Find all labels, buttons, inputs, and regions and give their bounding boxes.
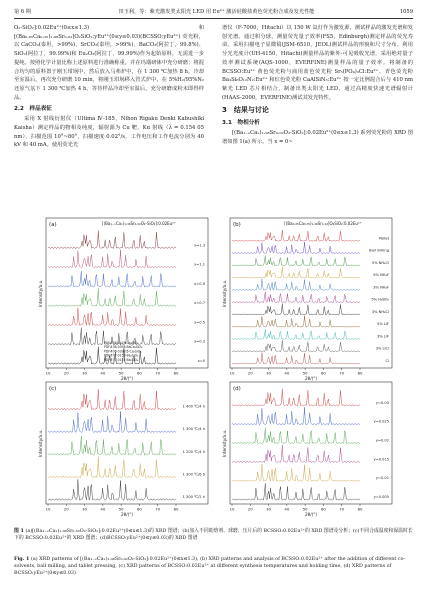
issue-label: 第 6 期 — [14, 9, 31, 15]
x-tick-label: 70 — [339, 370, 345, 376]
xrd-figure — [34, 216, 396, 526]
xrd-trace — [232, 407, 360, 425]
panel-b — [222, 218, 392, 381]
xrd-trace — [232, 445, 360, 463]
trace-label: x=1.3 — [194, 243, 205, 248]
x-tick-label: 30 — [82, 370, 87, 376]
x-tick-label: 50 — [118, 370, 124, 376]
trace-label: y=0.005 — [373, 495, 389, 499]
x-tick-label: 50 — [302, 370, 308, 376]
x-tick-label: 80 — [357, 506, 363, 512]
x-axis-label: 2θ/(°) — [305, 376, 317, 381]
x-tick-label: 80 — [173, 506, 179, 512]
trace-label: Cl — [385, 359, 389, 363]
trace-label: 1 400 ℃/4 h — [182, 404, 205, 409]
trace-label: 1 300 ℃/4 h — [182, 427, 205, 432]
trace-label: 1 200 ℃/4 h — [182, 449, 205, 454]
xrd-trace — [48, 411, 176, 432]
x-tick-label: 20 — [247, 370, 253, 376]
x-tick-label: 60 — [321, 506, 326, 512]
xrd-trace — [232, 428, 360, 444]
xrd-trace — [232, 242, 360, 254]
page-number: 1059 — [399, 9, 413, 15]
x-tick-label: 40 — [284, 506, 290, 512]
reference-label: PDF#77-0153 Ba₂SiO₄ — [104, 353, 139, 358]
x-tick-label: 40 — [284, 370, 290, 376]
trace-label: y=0.025 — [373, 419, 389, 424]
panel-label: (b) — [233, 222, 241, 228]
xrd-trace — [232, 304, 360, 315]
xrd-trace — [232, 256, 360, 266]
xrd-trace — [232, 279, 360, 290]
trace-label: x=0.3 — [194, 339, 205, 344]
x-tick-label: 30 — [266, 370, 271, 376]
x-tick-label: 20 — [63, 370, 69, 376]
panel-d — [222, 382, 392, 517]
xrd-trace — [48, 436, 176, 455]
x-tick-label: 10 — [45, 506, 51, 512]
running-header — [14, 6, 413, 19]
trace-label: 5% NH₄Cl — [371, 260, 389, 265]
figure-label: Fig. 1 — [14, 556, 30, 562]
panel-title: [(Ba₁₋ₓCaₓ)₁.₉₈Sr₀.₀₂O₂-SiO₂]:0.02Eu²⁺ — [102, 221, 176, 226]
panel-c — [38, 382, 208, 517]
reference-label: PDF#06-0398 β-Ca₂SiO₄ — [104, 349, 142, 354]
xrd-trace — [232, 389, 360, 406]
xrd-trace — [232, 464, 360, 481]
x-axis-label: 2θ/(°) — [121, 376, 133, 381]
right-column — [222, 24, 413, 147]
xrd-trace — [48, 308, 176, 326]
trace-label: 3% NH₄Cl — [371, 309, 389, 314]
left-column — [14, 24, 204, 150]
trace-label: y=0.015 — [373, 457, 389, 462]
x-tick-label: 20 — [247, 506, 253, 512]
trace-label: 3% NH₄F — [373, 285, 389, 290]
trace-label: x=0.5 — [194, 320, 205, 325]
trace-label: 3% LiCl — [375, 346, 389, 351]
trace-label: 5% NH₄F — [373, 273, 389, 278]
plot-frame — [230, 382, 392, 504]
x-tick-label: 70 — [155, 370, 161, 376]
x-tick-label: 60 — [137, 506, 142, 512]
x-tick-label: 80 — [357, 370, 363, 376]
panel-label: (a) — [49, 222, 57, 228]
x-axis-label: 2θ/(°) — [121, 512, 133, 517]
x-tick-label: 70 — [155, 506, 161, 512]
trace-label: x=1.1 — [194, 262, 205, 267]
xrd-trace — [232, 329, 360, 339]
reference-label: PDF#36-0398 BaCa₃SiO₄ — [104, 345, 143, 350]
trace-label: y=0.02 — [375, 438, 389, 443]
xrd-trace — [232, 353, 360, 364]
panel-label: (c) — [49, 386, 57, 392]
x-tick-label: 40 — [100, 506, 106, 512]
trace-label: x=0.7 — [194, 301, 205, 306]
xrd-trace — [48, 231, 176, 249]
xrd-trace — [48, 271, 176, 287]
panel-a — [38, 218, 208, 381]
panel-label: (d) — [233, 386, 241, 392]
x-tick-label: 30 — [82, 506, 87, 512]
x-tick-label: 70 — [339, 506, 345, 512]
plot-frame — [46, 382, 208, 504]
xrd-trace — [48, 389, 176, 410]
trace-label: y=0.01 — [375, 476, 389, 481]
running-title: 田玉利，等：紫光激发类太阳光 LED 用 Eu²⁺ 激活硅酸盐黄色荧光粉合成及发光性能 — [118, 9, 315, 15]
trace-label: 5% LiF — [377, 322, 389, 327]
x-tick-label: 60 — [321, 370, 326, 376]
x-tick-label: 10 — [229, 370, 235, 376]
trace-label: x=0 — [197, 359, 205, 363]
trace-label: y=0.03 — [375, 400, 389, 405]
x-tick-label: 30 — [266, 506, 271, 512]
xrd-trace — [232, 483, 360, 500]
body-paragraph: 谱仪（F-7000，Hitachi）以 150 W 氙灯作为激发源，测试样品的激发光谱和发射光谱。通过积分球，测量荧光量子效率(FS5，Edinburgh)测定样品的荧光寿命。采用扫描电子显微镜(JSM-6510，JEOL)测试样品的形貌和尺寸分布。利用分光光度计(UH-4150，Hitachi)测量样品的紫外-可见吸收光谱，采用绝对量子效率测试系统(AQS-1000，EVERFINE)测量样品的量子效率。将制备的 BCSSO:Eu²⁺ 黄色荧光粉与商用蓝色荧光粉 Sr₅(PO₄)₃Cl:Eu²⁺、青色荧光粉 Ba₃Si₆O₁₂N₂:Eu²⁺ 和红色荧光粉 CaAlSiN₃:Eu²⁺ 按一定比例混合后与 410 nm 紫光 LED 芯片相结合，制备出类太阳光 LED，通过高精度快速光谱辐射计(HAAS-2000，EVERFINE)测试其发光特性。 — [222, 25, 413, 101]
trace-label: Pellet — [379, 236, 389, 241]
figure-caption-en — [14, 556, 413, 578]
figure-caption-cn — [14, 528, 413, 542]
section-heading: 2.2 样品表征 — [14, 105, 52, 112]
x-tick-label: 20 — [63, 506, 69, 512]
y-axis-label: Intensity/a.u. — [38, 279, 43, 307]
caption-text: (a)[(Ba₁₋ₓCaₓ)₁.₉₈Sr₀.₀₂O₂-SiO₂]:0.02Eu²⁺(0≤x≤1.3)的 XRD 图谱；(b)加入不同助熔剂、球磨、压片后的 BCSSO:0.02Eu²⁺的 XRD 图谱及分析；(c)不同合成温度和保温时长下的 BCSSO:0.02Eu²⁺的 XRD 图谱；(d)BCSSO:yEu²⁺(0≤y≤0.03)的 XRD 图谱 — [14, 528, 413, 542]
reference-label: PDF#38-1429 Ca₂SiO₄ — [104, 341, 139, 345]
xrd-trace — [48, 457, 176, 478]
figure-label: 图 1 — [14, 528, 24, 534]
y-axis-label: Intensity/a.u. — [38, 429, 43, 457]
xrd-trace — [48, 288, 176, 306]
xrd-trace — [232, 340, 360, 352]
x-axis-label: 2θ/(°) — [305, 512, 317, 517]
xrd-trace — [232, 230, 360, 241]
xrd-trace — [232, 267, 360, 279]
xrd-trace — [48, 479, 176, 500]
x-tick-label: 10 — [45, 370, 51, 376]
x-tick-label: 40 — [100, 370, 106, 376]
x-tick-label: 50 — [118, 506, 124, 512]
subsection-heading: 3.1 物相分析 — [222, 119, 260, 126]
xrd-trace — [232, 316, 360, 327]
trace-label: Ball milling — [369, 248, 389, 253]
reference-label: PDF#77-0155 Ba₂SiO₄ — [104, 357, 139, 362]
trace-label: 5% H₃BO₃ — [371, 297, 389, 302]
body-paragraph: O₂-SiO₂]:0.02Eu²⁺(0≤x≤1.3) 和 [(Ba₀.₆₅Ca₀.₃₅)₁.₉₈Sr₀.₀₂]O₂SiO₂:yEu²⁺(0≤y≤0.03)(BCSSO:yEu²⁺) 荧光粉，以 CaCO₃(泰坦，>99%)、SrCO₃(泰坦，>99%)、BaCO₃(阿拉丁，99.8%)、SiO₂(阿拉丁，99.99%)和 Eu₂O₃(阿拉丁，99.99%)作为起始原料，无需进一步提纯。按照化学计量比称上述原料进行准确称重，并在玛瑙研钵中充分研磨；将混合均匀的原料置于刚玉坩埚中，然后放入马弗炉中，在 1 300 ℃加热 8 h。冷却至室温后，再次充分研磨 10 min，将刚玉坩埚移入管式炉中，在 5%H₂/95%N₂ 还原气氛下 1 300 ℃加热 4 h，等待样品冷却至室温后，充分研磨成粉末即得样品。 — [14, 25, 204, 101]
xrd-trace — [48, 250, 176, 268]
x-tick-label: 50 — [302, 506, 308, 512]
x-tick-label: 60 — [137, 370, 142, 376]
y-axis-label: Intensity/a.u. — [222, 279, 227, 307]
caption-text: (a) XRD patterns of [(Ba₁₋ₓCaₓ)₁.₉₈Sr₀.₀₂O₂-SiO₂]:0.02Eu²⁺(0≤x≤1.3), (b) XRD patterns and analysis of BCSSO:0.02Eu²⁺ after the addition of different co-solvents, ball milling, and tablet pressing, (c) XRD patterns of BCSSO:0.02Eu²⁺ at different synthesis temperatures and holding time, (d) XRD patterns of BCSSO:yEu²⁺(0≤y≤0.03) — [14, 556, 406, 577]
xrd-trace — [232, 292, 360, 303]
trace-label: x=0.9 — [194, 281, 205, 286]
x-tick-label: 10 — [229, 506, 235, 512]
body-paragraph: 采用 X 射线衍射仪（Ultima Ⅳ-185，Nihon Rigaku Denki Kabushiki Kaisha）测定样品的物相及纯度，辐射源为 Cu 靶，Kα 射线（λ = 0.154 05 nm），扫描范围 10°~80°，扫描速度 0.02°/s，工作电压和工作电流分别为 40 kV 和 40 mA。使用荧光光 — [14, 116, 204, 149]
section-heading: 3 结果与讨论 — [222, 106, 269, 115]
trace-label: 1 300 ℃/2 h — [182, 495, 205, 499]
y-axis-label: Intensity/a.u. — [222, 429, 227, 457]
trace-label: 3% LiF — [377, 334, 389, 339]
panel-title: [(Ba₀.₆₅Ca₀.₃₅)₁.₉₈Sr₀.₀₂]O₂SiO₂:0.02Eu²⁺ — [284, 221, 362, 226]
trace-label: 1 300 ℃/6 h — [182, 472, 205, 477]
x-tick-label: 80 — [173, 370, 179, 376]
body-paragraph: [(Ba₁₋ₓCaₓ)₁.₉₈Sr₀.₀₂O₂-SiO₂]:0.02Eu²⁺(0≤x≤1.3) 系列荧光粉的 XRD 图谱如图 1(a) 所示。当 x = 0~ — [222, 130, 413, 146]
